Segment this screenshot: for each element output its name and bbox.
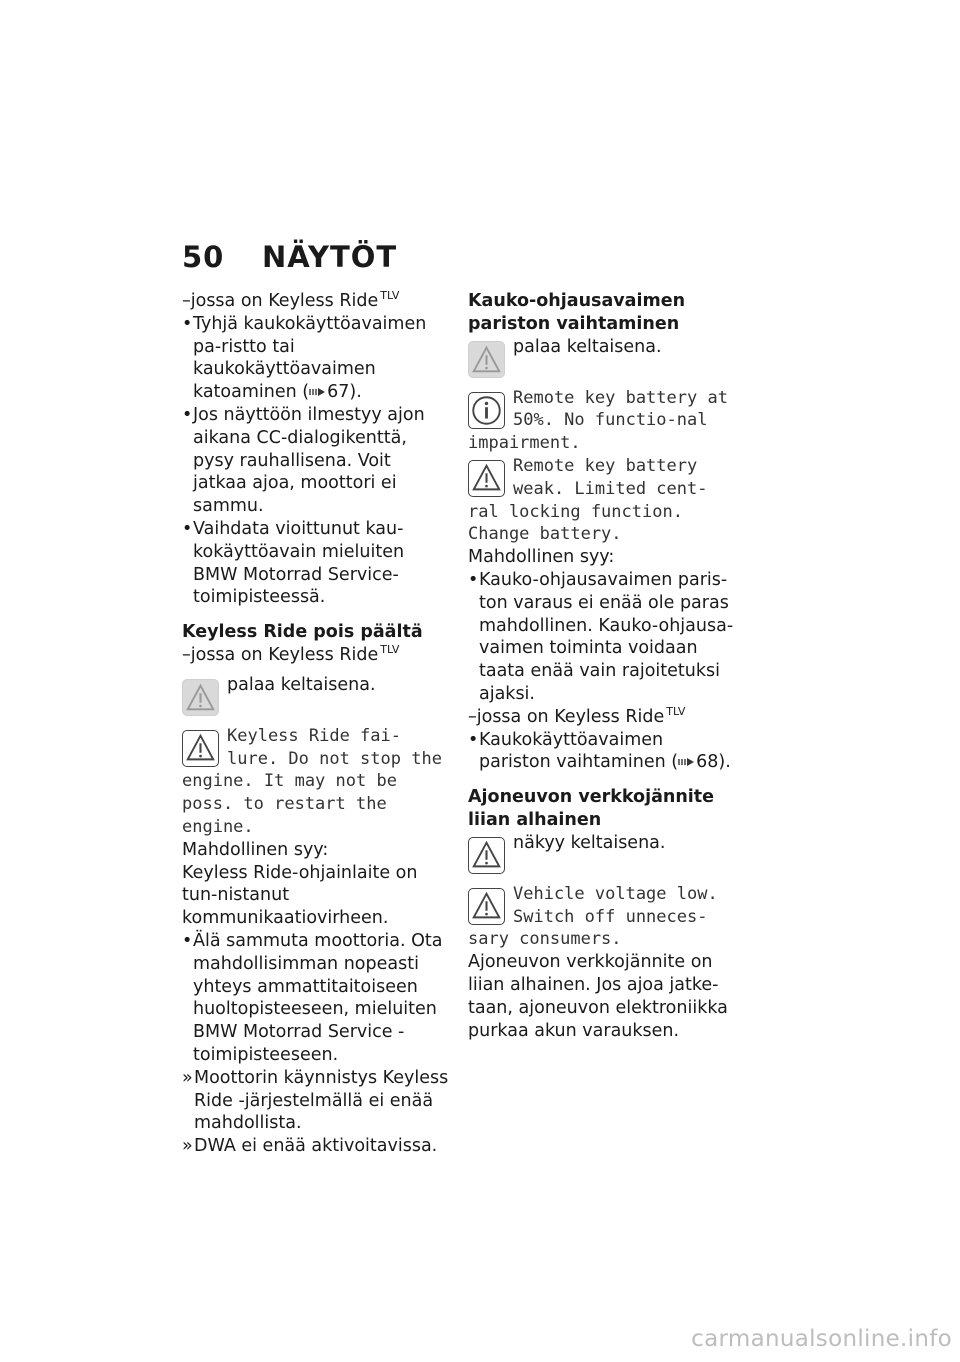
page-reference-arrow-icon [678, 756, 696, 768]
result-item: » Moottorin käynnistys Keyless Ride -järjestelmällä ei enää mahdollista. [182, 1067, 449, 1134]
display-message: Keyless Ride fai-lure. Do not stop the engine. It may not be poss. to restart the engine. [182, 725, 442, 837]
warning-light-icon [182, 679, 219, 716]
right-column [468, 290, 738, 1042]
page-title: NÄYTÖT [262, 240, 398, 274]
warning-triangle-icon [468, 837, 505, 874]
list-item: • Tyhjä kaukokäyttöavaimen pa-ristto tai kaukokäyttöavaimen katoaminen ( 67). [182, 313, 427, 403]
section-heading: Kauko-ohjausavaimen pariston vaihtaminen [468, 291, 686, 334]
tlv-condition: –jossa on Keyless Ride $^{TLV}$ [182, 643, 400, 665]
tlv-condition: –jossa on Keyless Ride $^{TLV}$ [468, 704, 686, 727]
warning-triangle-icon [468, 460, 505, 497]
watermark-url: carmanualsonline.info [691, 1326, 952, 1352]
indicator-status: palaa keltaisena. [513, 336, 662, 357]
page-header [182, 240, 397, 274]
warning-light-icon [468, 341, 505, 378]
tlv-condition: –jossa on Keyless Ride $^{TLV}$ [182, 289, 400, 311]
cause-label: Mahdollinen syy: [468, 547, 615, 568]
page-ref[interactable]: 68 [696, 752, 719, 773]
section-heading: Ajoneuvon verkkojännite liian alhainen [468, 787, 715, 830]
display-message: Remote key battery at 50%. No functio-nal impairment. [468, 387, 728, 454]
list-item: • Vaihdata vioittunut kau-kokäyttöavain mieluiten BMW Motorrad Service-toimipisteessä. [182, 518, 405, 608]
info-icon [468, 392, 505, 429]
page-ref[interactable]: 67 [327, 382, 350, 403]
indicator-status: palaa keltaisena. [227, 674, 376, 695]
display-message: Remote key battery weak. Limited cent-ral locking function. Change battery. [468, 455, 708, 545]
left-column [182, 290, 450, 1158]
list-item: • Kaukokäyttöavaimen pariston vaihtaminen ( 68). [468, 729, 731, 773]
cause-label: Mahdollinen syy: [182, 839, 329, 860]
display-message: Vehicle voltage low. Switch off unneces-sary consumers. [468, 883, 718, 950]
list-item: • Älä sammuta moottoria. Ota mahdollisimman nopeasti yhteys ammattitaitoiseen huoltopisteeseen, mieluiten BMW Motorrad Service -toimipisteeseen. [182, 930, 443, 1065]
list-item: • Jos näyttöön ilmestyy ajon aikana CC-dialogikenttä, pysy rauhallisena. Voit jatkaa ajoa, moottori ei sammu. [182, 404, 425, 517]
indicator-status: näkyy keltaisena. [513, 832, 666, 853]
section-heading: Keyless Ride pois päältä [182, 622, 423, 643]
result-item: » DWA ei enää aktivoitavissa. [182, 1136, 438, 1157]
page-number: 50 [182, 240, 225, 274]
warning-triangle-icon [182, 730, 219, 767]
body-paragraph: Ajoneuvon verkkojännite on liian alhainen. Jos ajoa jatke-taan, ajoneuvon elektroniikka purkaa akun varauksen. [468, 952, 728, 1041]
page-reference-arrow-icon [309, 386, 327, 398]
warning-triangle-icon [468, 888, 505, 925]
list-item: • Kauko-ohjausavaimen paris-ton varaus ei enää ole paras mahdollinen. Kauko-ohjausa-vaimen toiminta voidaan taata enää vain rajoitetuksi ajaksi. [468, 569, 734, 704]
cause-text: Keyless Ride-ohjainlaite on tun-nistanut kommunikaatiovirheen. [182, 862, 418, 929]
